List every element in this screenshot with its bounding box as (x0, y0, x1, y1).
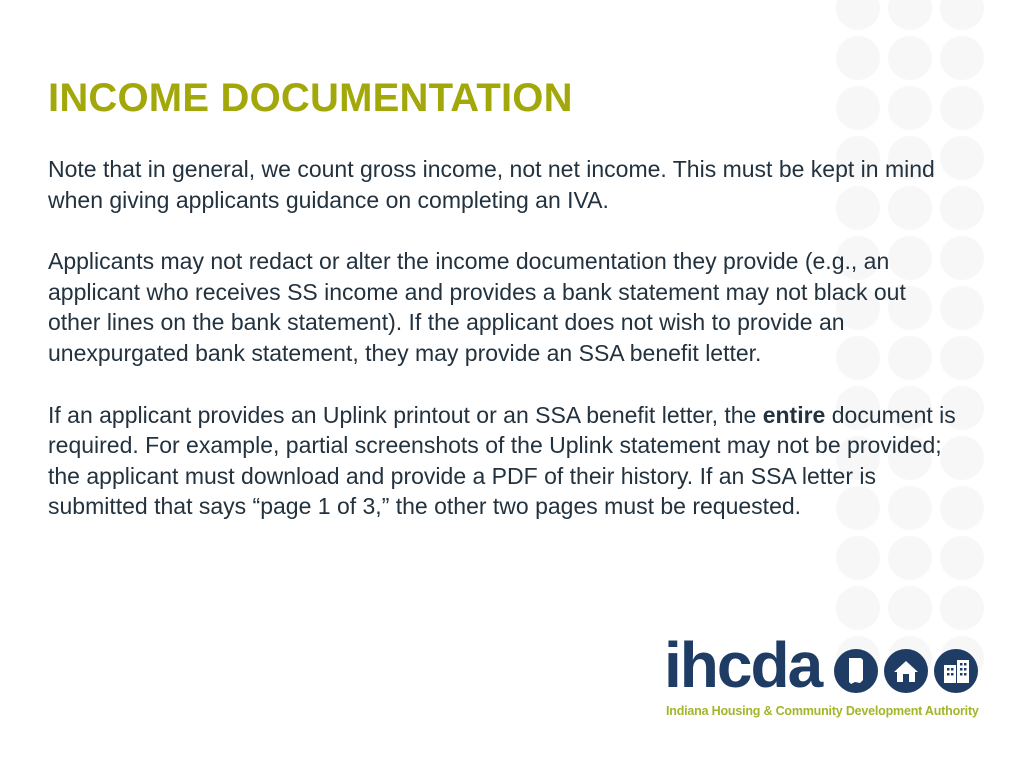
indiana-state-icon (834, 649, 878, 693)
logo-tagline: Indiana Housing & Community Development Authority (666, 704, 979, 718)
paragraph-3-start: If an applicant provides an Uplink printout or an SSA benefit letter, the (48, 401, 763, 428)
paragraph-redaction: Applicants may not redact or alter the income documentation they provide (e.g., an applicant who receives SS income and provides a bank statement may not black out other lines on the bank statement). If the applicant does not wish to provide an unexpurgated bank statement, they may provide an SSA benefit letter. (48, 248, 906, 366)
building-icon (934, 649, 978, 693)
logo-wordmark: ihcda (664, 629, 822, 701)
emphasis-entire: entire (762, 401, 826, 428)
paragraph-3-end: document is required. For example, partial screenshots of the Uplink statement may not be provided; the applicant must download and provide a PDF of their history. If an SSA letter is submitted that says “page 1 of 3,” the other two pages must be requested. (48, 401, 956, 520)
ihcda-logo (664, 629, 979, 723)
house-icon (884, 649, 928, 693)
slide-body (48, 154, 958, 522)
paragraph-entire-document (48, 400, 958, 522)
slide-content (48, 0, 958, 553)
slide-title: INCOME DOCUMENTATION (48, 76, 573, 120)
paragraph-gross-income: Note that in general, we count gross income, not net income. This must be kept in mind when giving applicants guidance on completing an IVA. (48, 156, 935, 213)
